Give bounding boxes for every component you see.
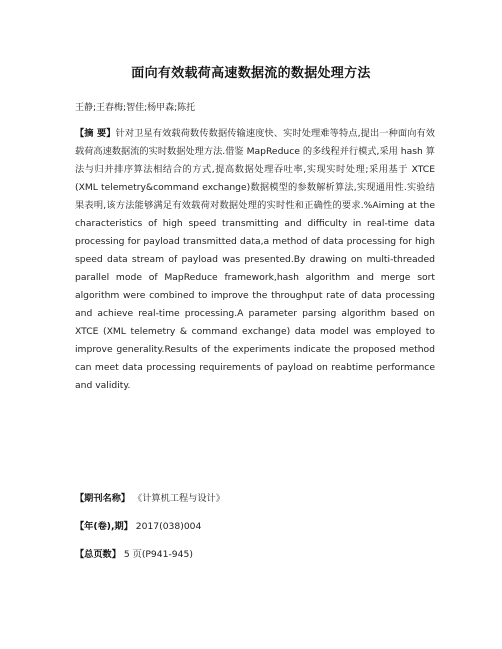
abstract-label: 【摘 要】	[75, 128, 116, 139]
page-count-label: 【总页数】	[75, 549, 121, 560]
volume-issue-label: 【年(卷),期】	[75, 521, 133, 532]
page-count-row	[75, 546, 193, 560]
abstract-paragraph	[75, 125, 435, 395]
page-count-value: 5 页(P941-945)	[123, 549, 193, 560]
journal-name-label: 【期刊名称】	[75, 493, 131, 504]
abstract-text: 针对卫星有效载荷数传数据传输速度快、实时处理难等特点,提出一种面向有效载荷高速数据流的实时数据处理方法.借鉴 MapReduce 的多线程并行模式,采用 hash 算法与归并排序算法相结合的方式,提高数据处理吞吐率,实现实时处理;采用基于 XTCE (XML telemetry&command exchange)数据模型的参数解析算法,实现通用性.实验结果表明,该方法能够满足有效载荷对数据处理的实时性和正确性的要求.%Aiming at the characteristics of high speed transmitting and difficulty in real-time data processing for payload transmitted data,a method of data processing for high speed data stream of payload was presented.By drawing on multi-threaded parallel mode of MapReduce framework,hash algorithm and merge sort algorithm were combined to improve the throughput rate of data processing and achieve real-time processing.A parameter parsing algorithm based on XTCE (XML telemetry & command exchange) data model was employed to improve generality.Results of the experiments indicate the proposed method can meet data processing requirements of payload on reabtime performance and validity.	[75, 128, 435, 391]
journal-name-row	[75, 490, 225, 504]
volume-issue-row	[75, 518, 201, 532]
paper-title: 面向有效载荷高速数据流的数据处理方法	[131, 66, 371, 81]
volume-issue-value: 2017(038)004	[135, 521, 202, 532]
journal-name-value: 《计算机工程与设计》	[133, 493, 225, 504]
author-list: 王静;王春梅;智佳;杨甲森;陈托	[75, 103, 196, 113]
